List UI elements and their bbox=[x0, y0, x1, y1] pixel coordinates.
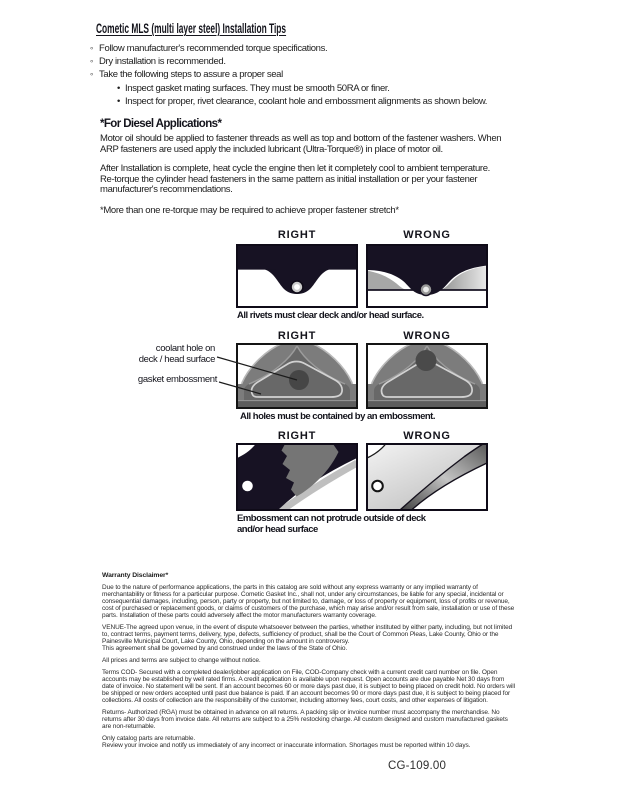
retorque-note: *More than one re-torque may be required to achieve proper fastener stretch* bbox=[100, 205, 399, 216]
figure-protrude-right-panel bbox=[236, 443, 358, 511]
fig-row3-right-label: RIGHT bbox=[277, 430, 317, 442]
figure-rivet-right-panel bbox=[236, 244, 358, 308]
returns-para: Returns- Authorized (RGA) must be obtained in advance on all returns. A packing slip or invoice number must accompany the merchandise. No returns after 30 days from invoice date. All returns are subject to a 25% restocking charge. All custom designed and custom manufactured gaskets are non-returnable. bbox=[102, 709, 508, 731]
tip-text: Inspect gasket mating surfaces. They must be smooth 50RA or finer. bbox=[125, 82, 390, 94]
coolant-hole-annotation-line2: deck / head surface bbox=[138, 353, 215, 365]
fig-row2-right-label: RIGHT bbox=[277, 330, 317, 342]
coolant-hole-circle bbox=[416, 350, 437, 371]
warranty-para: Due to the nature of performance applications, the parts in this catalog are sold without any express warranty or any implied warranty of merchantability or fitness for a particular purpose. Cometic Gasket Inc., shall not, under any circumstances, be liable for any special, incidental or consequential damages, including, person, party or property, but not limited to, damage, or loss of property or equipment, loss of profits or revenue, cost of purchased or replacement goods, or claims of customers of the purchase, which may arise and/or result from sale, installation or use of these parts. Installation of these parts could adversely affect the motor manufacturers warranty coverage. bbox=[102, 583, 515, 620]
rivet-center bbox=[294, 284, 300, 290]
bullet-marker: • bbox=[117, 82, 120, 94]
bolt-hole-circle bbox=[372, 481, 383, 492]
fig-row3-caption-line1: Embossment can not protrude outside of deck bbox=[237, 513, 426, 524]
tip-item bbox=[90, 55, 487, 68]
fig-row3-caption-line2: and/or head surface bbox=[237, 523, 318, 535]
diesel-para-1: Motor oil should be applied to fastener threads as well as top and bottom of the fastener washers. When ARP fasteners are used apply the included lubricant (Ultra-Torque®) in place of motor oil. bbox=[100, 133, 502, 155]
installation-tips-list bbox=[90, 42, 487, 108]
figure-embossment-right-panel bbox=[236, 343, 358, 409]
catalog-para: Only catalog parts are returnable. bbox=[102, 734, 196, 742]
tip-item bbox=[90, 42, 487, 55]
coolant-hole-circle bbox=[289, 370, 309, 390]
diesel-para-2: After Installation is complete, heat cycle the engine then let it completely cool to ambient temperature. Re-torque the cylinder head fasteners in the same pattern as initial installation or per your fastener manufacturer's recommendations. bbox=[100, 163, 490, 196]
prices-para: All prices and terms are subject to change without notice. bbox=[102, 657, 261, 665]
tip-sub-item bbox=[90, 95, 487, 108]
fig-row1-right-label: RIGHT bbox=[277, 229, 317, 241]
bullet-marker: ◦ bbox=[90, 43, 94, 54]
coolant-hole-annotation bbox=[100, 344, 215, 366]
fig-row1-caption: All rivets must clear deck and/or head surface. bbox=[237, 310, 424, 321]
gasket-embossment-annotation: gasket embossment bbox=[137, 374, 217, 385]
governed-para: This agreement shall be governed by and construed under the laws of the State of Ohio. bbox=[102, 645, 348, 653]
tip-sub-item bbox=[90, 82, 487, 95]
diesel-applications-heading: *For Diesel Applications* bbox=[100, 118, 222, 130]
tip-text: Take the following steps to assure a proper seal bbox=[99, 69, 283, 81]
page-code: CG-109.00 bbox=[388, 760, 447, 772]
warranty-heading: Warranty Disclaimer* bbox=[102, 572, 169, 579]
bullet-marker: ◦ bbox=[90, 69, 94, 81]
venue-para: VENUE-The agreed upon venue, in the event of dispute whatsoever between the parties, whether instituted by either party, including, but not limited to, contract terms, payment terms, delivery, type, defects, sufficiency of product, shall be the Court of Common Pleas, Lake County, Ohio or the Painesville Municipal Court, Lake County, Ohio, depending on the amount in controversy. bbox=[102, 623, 513, 646]
warranty-disclaimer-block bbox=[102, 572, 516, 754]
figure-rivet-wrong-panel bbox=[366, 244, 488, 308]
rivet-center bbox=[423, 287, 429, 293]
fig-row1-wrong-label: WRONG bbox=[403, 229, 451, 241]
fig-row2-caption: All holes must be contained by an embossment. bbox=[240, 411, 435, 422]
fig-row2-wrong-label: WRONG bbox=[403, 330, 451, 342]
coolant-hole-annotation-line1: coolant hole on bbox=[155, 343, 215, 354]
bolt-hole-circle bbox=[242, 481, 253, 492]
terms-para: Terms COD- Secured with a completed dealer/jobber application on File, COD-Company check with a current credit card number on file. Open accounts may be established by well rated firms. A credit application is available upon request. Open accounts are due payable Net 30 days from date of invoice. No statement will be sent. If an account becomes 60 or more days past due, it is subject to being placed on credit hold. No orders will be shipped or new orders accepted until past due balance is paid. If an account becomes 90 or more days past due, it is subject to being placed for collections. All costs of collection are the responsibility of the customer, including attorney fees, court costs, and other expenses of litigation. bbox=[102, 668, 515, 705]
review-para: Review your invoice and notify us immediately of any incorrect or inaccurate information. Shortages must be reported within 10 days. bbox=[102, 742, 471, 750]
tip-text: Dry installation is recommended. bbox=[99, 56, 226, 68]
tip-text: Follow manufacturer's recommended torque specifications. bbox=[99, 43, 328, 54]
fig-row3-caption bbox=[237, 514, 426, 535]
figure-embossment-wrong-panel bbox=[366, 343, 488, 409]
bullet-marker: • bbox=[117, 95, 120, 107]
figure-protrude-wrong-panel bbox=[366, 443, 488, 511]
tip-item bbox=[90, 68, 487, 81]
page-title: Cometic MLS (multi layer steel) Installation Tips bbox=[96, 21, 287, 36]
bullet-marker: ◦ bbox=[90, 56, 94, 68]
tip-text: Inspect for proper, rivet clearance, coolant hole and embossment alignments as shown below. bbox=[125, 95, 488, 107]
fig-row3-wrong-label: WRONG bbox=[403, 430, 451, 442]
